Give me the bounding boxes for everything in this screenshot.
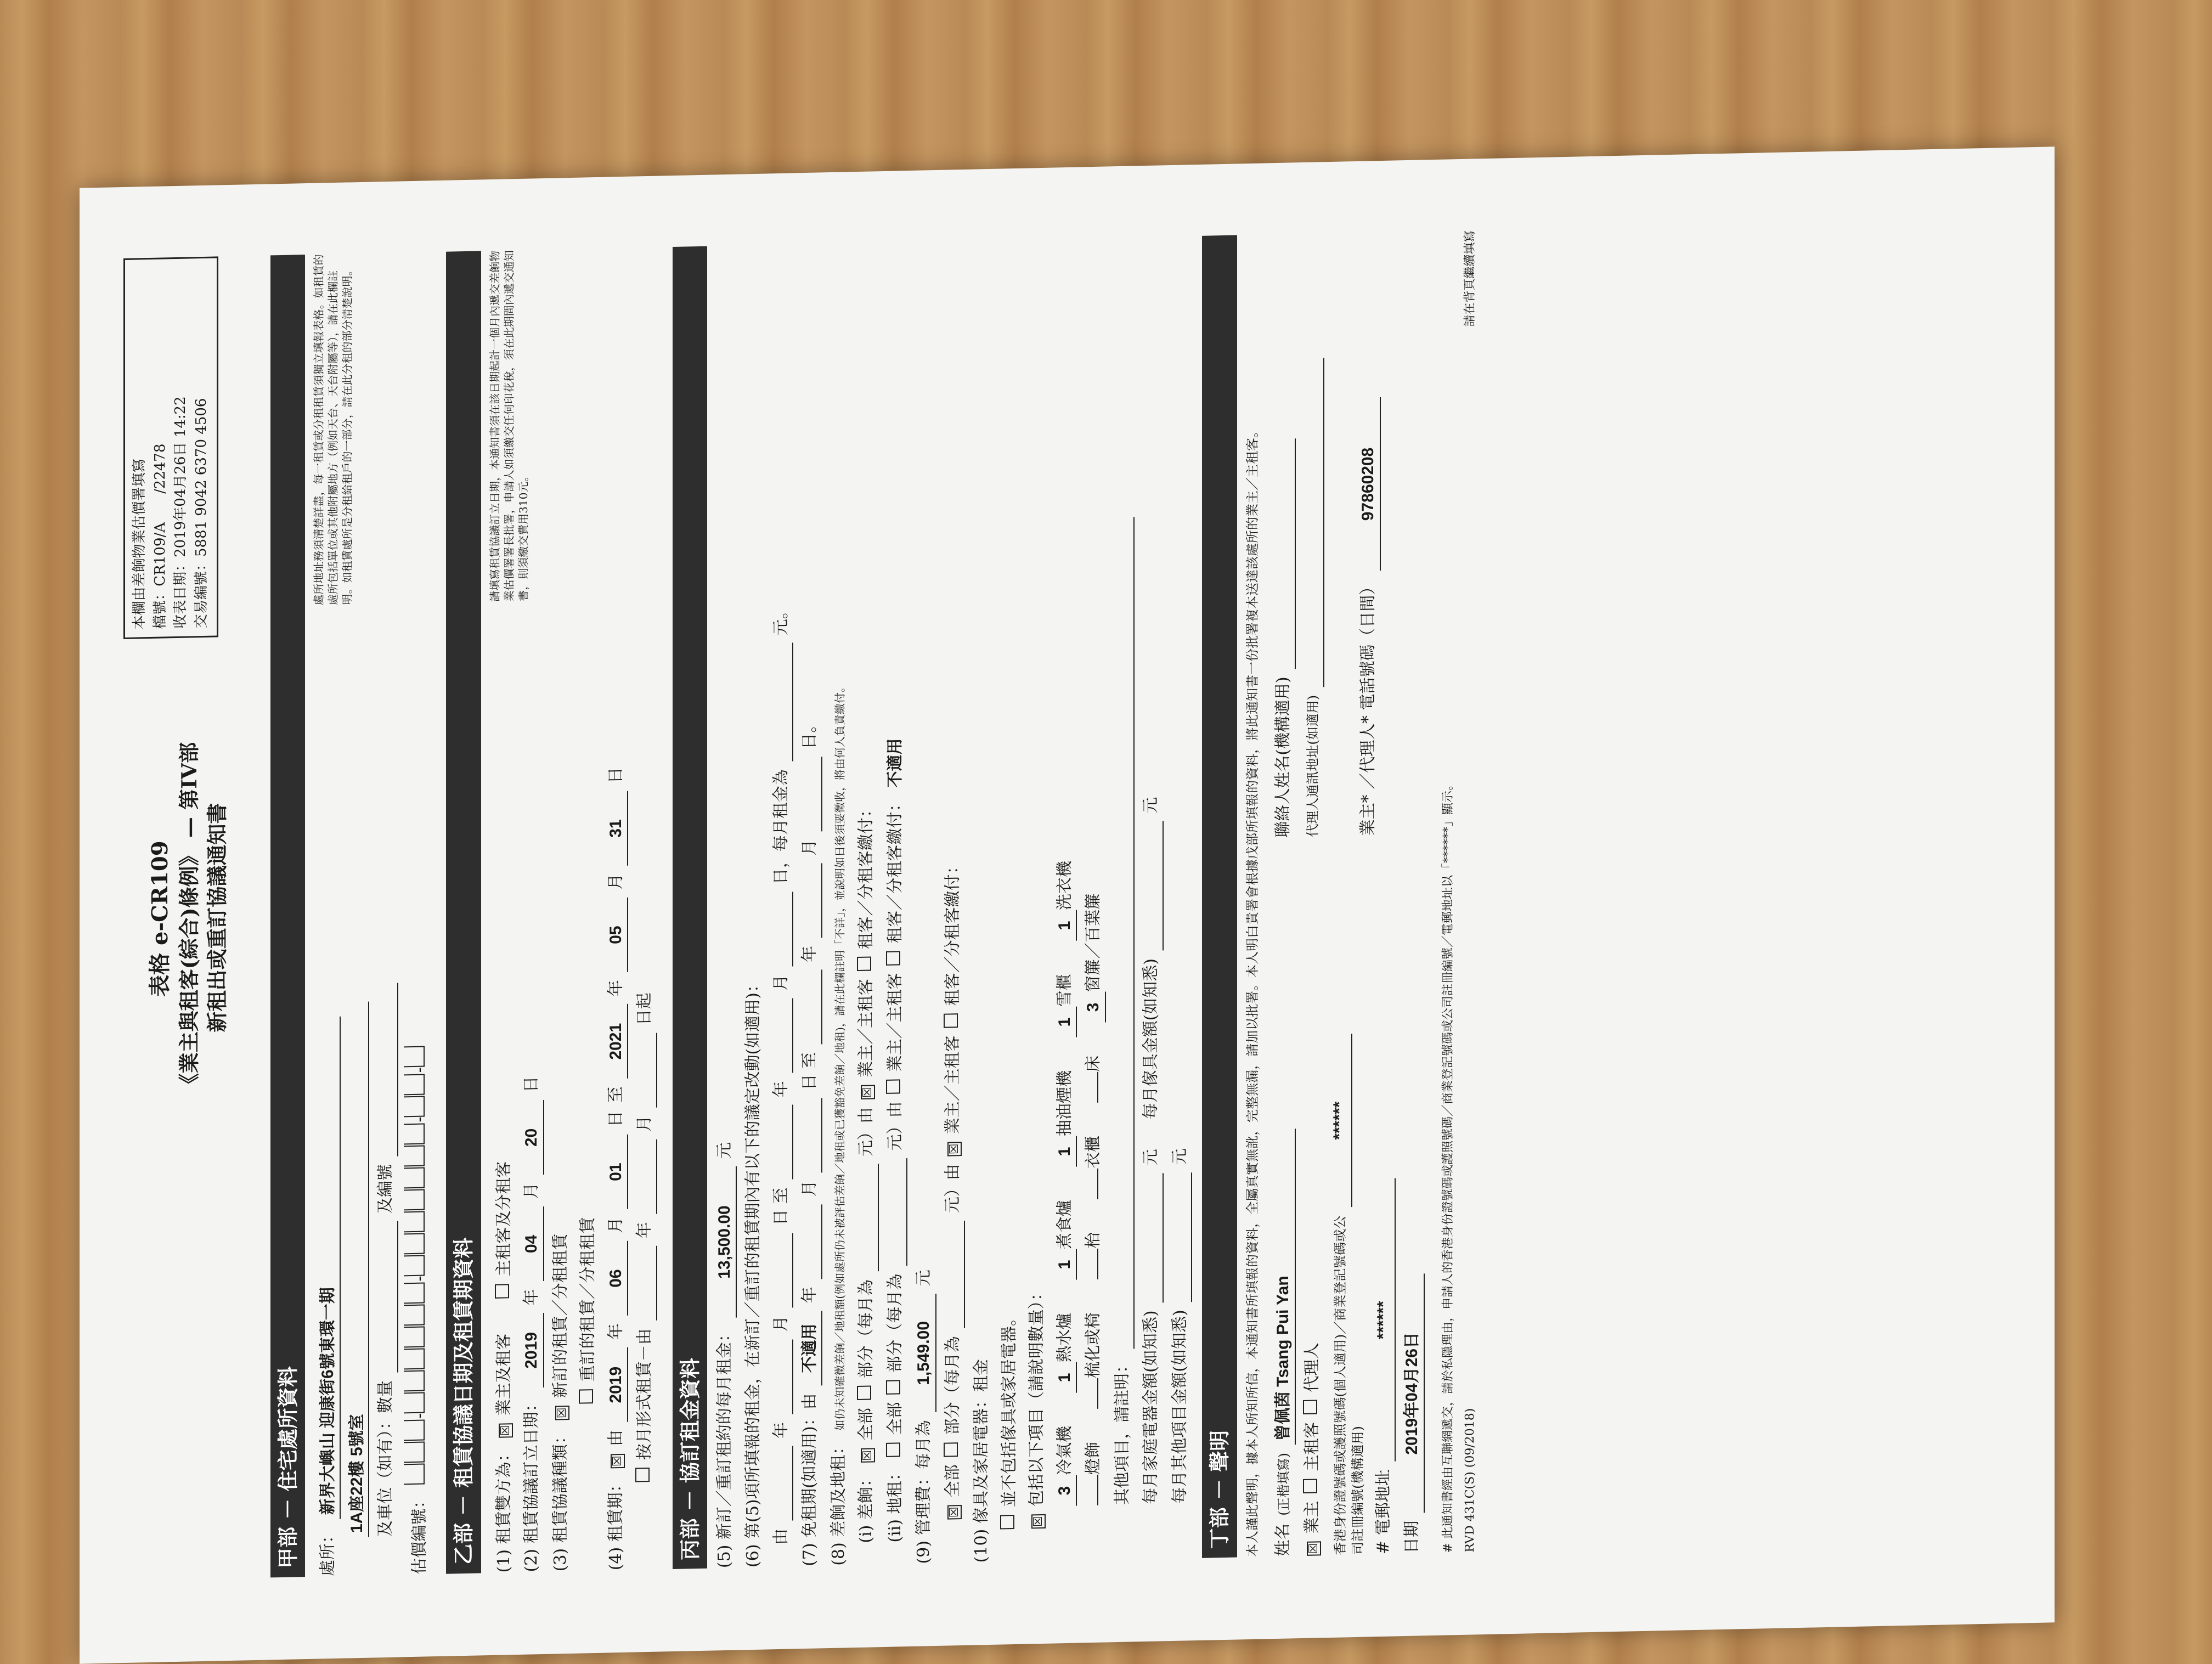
official-use-box	[123, 256, 218, 639]
q8ii-tail: 元）由	[885, 1101, 905, 1151]
item-qty: 1	[1054, 1362, 1077, 1394]
q9-label: (9) 管理費：每月為	[914, 1420, 934, 1564]
id-label: 香港身份證號碼或護照號碼(個人適用)／商業登記號碼或公司註冊編號(機構適用)	[1333, 1215, 1366, 1555]
email-label: # 電郵地址	[1373, 1469, 1393, 1555]
parking-no-label: 及編號	[376, 1164, 396, 1214]
q9-value: 1,549.00	[913, 1294, 936, 1413]
contact-label: 聯絡人姓名(機構適用)	[1273, 676, 1293, 838]
item-name: 衣櫃	[1084, 1135, 1103, 1169]
item-name: 煮食爐	[1054, 1199, 1074, 1250]
q8-label: (8) 差餉及地租：	[828, 1438, 848, 1566]
q8i-opt2: 部分（每月為	[856, 1279, 876, 1379]
q4-alt-year	[634, 1246, 657, 1321]
q8ii-payer-1-checkbox[interactable]	[886, 1079, 900, 1094]
q10-checkbox-include[interactable]: ☒	[1031, 1514, 1046, 1529]
q8i-payer-1-checkbox[interactable]: ☒	[861, 1085, 875, 1100]
q3-opt2: 重訂的租賃／分租租賃	[578, 1216, 598, 1382]
q5-unit: 元	[714, 1142, 734, 1159]
q10-checkbox-none[interactable]	[1000, 1515, 1014, 1530]
item-name: 冷氣機	[1054, 1425, 1074, 1476]
section-bar-part-b: 乙部 － 租賃協議日期及租賃期資料	[446, 251, 481, 1573]
address-line-1: 新界大嶼山 迎康街6號東環一期	[317, 1017, 341, 1520]
phone-value: 97860208	[1357, 397, 1381, 571]
item-qty	[1097, 1169, 1098, 1199]
q5-rent: 13,500.00	[714, 1166, 737, 1318]
item-qty: 1	[1054, 1007, 1077, 1038]
q4-alt-day	[634, 1033, 657, 1108]
form-code: 表格 e-CR109	[147, 840, 173, 997]
q1-opt1: 業主及租客	[494, 1333, 514, 1416]
part-b-note: 請填寫租賃協議訂立日期，本通知書須在該日期起計一個月內遞交差餉物業估價署署長批署，申請人如須繳交任何印花稅，須在此期間內遞交通知書，則須繳交費用310元。	[488, 250, 530, 602]
parking-no-field	[375, 983, 398, 1157]
q9-checkbox-part[interactable]	[944, 1442, 958, 1457]
q4-checkbox-2[interactable]	[635, 1468, 650, 1482]
other-items-label: 其他項目，請註明：	[1112, 1356, 1132, 1505]
q9-unit: 元	[914, 1270, 934, 1287]
q8i-payer-1: 業主／主租客	[856, 978, 876, 1078]
declaration-text: 本人謹此聲明，據本人所知所信，本通知書所填報的資料，全屬真實無訛，完整無漏，請加以批署。本人明白貴署會根據戊部所填報的資料，將此通知書一份批署複本送達該處所的業主／主租客。	[1244, 424, 1260, 1558]
currency: 元	[1141, 797, 1161, 814]
q9-payer-2: 租客／分租客繳付：	[943, 858, 962, 1006]
q2-month: 04	[521, 1206, 544, 1282]
q8ii-payer-2-checkbox[interactable]	[886, 951, 900, 966]
q8-note: 如仍未知確徵差餉／地租額(例如處所仍未被評估差餉／地租或已獲豁免差餉／地租)，請在此欄註明「不詳」，並說明如日後須要徵收，將由何人負責繳付。	[833, 681, 847, 1431]
q8ii-label: (ii) 地租：	[885, 1464, 905, 1543]
id-value: ******	[1329, 1034, 1352, 1208]
q9-payer-1-checkbox[interactable]: ☒	[947, 1142, 962, 1157]
q2-day: 20	[521, 1100, 544, 1175]
role-tenant-checkbox[interactable]	[1303, 1479, 1317, 1493]
q8ii-value: 不適用	[885, 738, 904, 788]
q8i-opt1: 全部	[856, 1407, 876, 1441]
q9-opt2: 部分（每月為	[943, 1336, 962, 1435]
q9-opt1: 全部	[943, 1464, 962, 1498]
q7-label: (7) 免租期(如適用)：由	[800, 1393, 820, 1567]
date-label: 日期	[1402, 1520, 1422, 1554]
q8i-label: (i) 差餉：	[856, 1470, 876, 1544]
q3-checkbox-2[interactable]	[579, 1389, 593, 1404]
item-qty: 3	[1082, 992, 1106, 1023]
form-title: 《業主與租客(綜合)條例》 — 第IV部	[177, 742, 201, 1095]
item-qty: 1	[1054, 1136, 1077, 1167]
address-line-2: 1A座22樓 5號室	[346, 1002, 370, 1538]
q1-label: (1) 租賃雙方為：	[494, 1445, 514, 1573]
q4-checkbox-1[interactable]: ☒	[611, 1454, 625, 1469]
section-bar-part-d: 丁部 － 聲明	[1202, 235, 1237, 1558]
q9-payer-1: 業主／主租客	[943, 1035, 962, 1135]
q8i-payer-2-checkbox[interactable]	[857, 957, 871, 972]
name-note: (正楷填寫)	[1276, 1452, 1292, 1516]
q4-alt-suffix: 日起	[635, 992, 654, 1026]
name-label: 姓名	[1273, 1523, 1293, 1557]
q8i-tail: 元）由	[856, 1107, 876, 1157]
q8i-checkbox-part[interactable]	[857, 1386, 871, 1401]
q2-label: (2) 租賃協議訂立日期：	[522, 1395, 541, 1572]
q8ii-opt1: 全部	[885, 1402, 905, 1435]
furniture-amount-label: 每月傢具金額(如知悉)	[1141, 958, 1161, 1120]
q3-label: (3) 租賃協議種類：	[550, 1427, 570, 1572]
q8ii-checkbox-part[interactable]	[886, 1380, 900, 1395]
item-qty: 1	[1054, 1249, 1077, 1281]
q8i-checkbox-all[interactable]: ☒	[861, 1448, 875, 1463]
q10-label: (10) 傢具及家居電器：租金	[972, 1358, 991, 1563]
item-name: 梳化或椅	[1084, 1312, 1103, 1379]
q9-tail: 元）由	[943, 1164, 962, 1214]
q6-label: (6) 第(5)項所填報的租金，在新訂／重訂的租賃期內有以下的議定改動(如適用)：	[743, 975, 763, 1568]
section-bar-part-c: 丙部 － 協訂租金資料	[673, 246, 707, 1569]
form-header	[131, 256, 261, 1580]
q4-to-year: 2021	[605, 1004, 629, 1079]
q5-label: (5) 新訂／重訂租約的每月租金：	[714, 1325, 734, 1569]
other-amount-label: 每月其他項目金額(如知悉)	[1170, 1309, 1189, 1504]
item-name: 雪櫃	[1054, 973, 1074, 1007]
q7-tail: 日。	[800, 716, 820, 750]
q4-alt: 按月形式租賃－由	[635, 1328, 654, 1460]
form-code-footer: RVD 431C(S) (09/2018)	[1463, 1408, 1477, 1553]
q8ii-checkbox-all[interactable]	[886, 1442, 900, 1457]
role-agent-checkbox[interactable]	[1303, 1400, 1317, 1414]
item-qty	[1097, 1378, 1098, 1409]
section-bar-part-a: 甲部 － 住宅處所資料	[270, 255, 305, 1577]
item-qty: 3	[1054, 1475, 1077, 1507]
q3-checkbox-1[interactable]: ☒	[555, 1406, 569, 1420]
item-name: 床	[1084, 1055, 1103, 1073]
role-agent: 代理人	[1302, 1343, 1322, 1393]
q3-opt1: 新訂的租賃／分租租賃	[550, 1233, 570, 1398]
name-value: 曾佩茵 Tsang Pui Yan	[1272, 1129, 1296, 1446]
item-name: 洗衣機	[1054, 860, 1074, 911]
q2-year: 2019	[521, 1313, 544, 1388]
q4-label: (4) 租賃期：	[606, 1475, 625, 1571]
q1-checkbox-1[interactable]: ☒	[499, 1423, 513, 1438]
q4-from-year: 2019	[605, 1347, 629, 1423]
q4-to-month: 05	[605, 898, 629, 973]
parking-label: 及車位（如有）：數量	[376, 1380, 396, 1537]
form-subtitle: 新租出或重訂協議通知書	[205, 802, 230, 1033]
role-tenant: 主租客	[1302, 1422, 1322, 1472]
q10-opt2: 包括以下項目（請說明數量）：	[1027, 1284, 1047, 1507]
parking-qty-field	[375, 1221, 398, 1373]
q6-tail: 日，每月租金為	[771, 769, 791, 885]
item-name: 枱	[1084, 1232, 1103, 1249]
appliance-amount-label: 每月家庭電器金額(如知悉)	[1141, 1310, 1161, 1505]
item-name: 熱水爐	[1054, 1312, 1074, 1363]
q8ii-payer-2: 租客／分租客繳付：	[885, 795, 905, 944]
email-value: ******	[1373, 1178, 1396, 1462]
q4-alt-month	[634, 1140, 657, 1215]
agent-address-label: 代理人通訊地址(如適用)	[1305, 695, 1321, 837]
currency: 元	[1141, 1149, 1161, 1166]
phone-label: 業主* ／代理人* 電話號碼（日間）	[1358, 578, 1378, 836]
role-owner-checkbox[interactable]: ☒	[1307, 1541, 1321, 1556]
items-row-2	[1082, 238, 1106, 1561]
q9-payer-2-checkbox[interactable]	[944, 1013, 958, 1028]
date-value: 2019年04月26日	[1401, 1273, 1425, 1513]
items-row-1	[1054, 239, 1077, 1561]
item-qty	[1097, 1475, 1098, 1505]
file-number: 檔號：CR109/A /22478	[151, 443, 168, 629]
assessment-label: 估價編號：	[409, 1492, 429, 1575]
rental-notice-form: 表格 e-CR109 《業主與租客(綜合)條例》 — 第IV部 新租出或重訂協議通知書 本欄由差餉物業估價署填寫 檔號：CR109/A /22478 收表日期：2019年04月26日 14:22 交易編號：5881 9042 6370 4506 甲部 － 住宅處所資料 處所： 新界大嶼山 迎康街6號東環一期 1A座22樓 5號室 及車位（如有）：數量 及編號 估價編號： ---- 處所地址務須清楚詳盡，每一租賃或分租租賃須獨立填報表格。如租賃的處所包括單位或其他附屬地方（例如天台、天台附屬等），請在此欄註明。如租賃處所是分租給租戶的一部分，請在此分租的部分清楚說明。 乙部 － 租賃協議日期及租賃期資料 (1) 租賃雙方為： ☒ 業主及租客 主租客及分租客 (2) 租賃協議訂立日期： 2019 年 04 月 20 日 (3) 租賃協議種類： ☒ 新訂的租賃／分租租賃 重訂的租賃／分租租賃 (4) 租賃期： ☒ 由 2019 年 06 月 01 日 至 2021 年 05 月 31 日 按月形式租賃－由 年 月 日起 請填寫租賃協議訂立日期，本通知書須在該日期起計一個月內遞交差餉物業估價署署長批署，申請人如須繳交任何印花稅，須在此期間內遞交通知書，則須繳交費用310元。 丙部 － 協訂租金資料 (5) 新訂／重訂租約的每月租金： 13,500.00 元 (6) 第(5)項所填報的租金，在新訂／重訂的租賃期內有以下的議定改動(如適用)： 由 年 月 日 至 年 月 日，每月租金為 元。 (7) 免租期(如適用)：由 不適用 年 月 日 至 年 月 日。 (8) 差餉及地租： 如仍未知確徵差餉／地租額(例如處所仍未被評估差餉／地租或已獲豁免差餉／地租)，請在此欄註明「不詳」，並說明如日後須要徵收，將由何人負責繳付。 (i) 差餉： ☒ 全部 部分（每月為 元）由 ☒ 業主／主租客 租客／分租客繳付： (ii) 地租： 全部 部分（每月為 元）由 業主／主租客 租客／分租客繳付： 不適用 (9) 管理費：每月為 1,549.00 元 ☒ 全部 部分（每月為 元）由 ☒ 業主／主租客 租客／分租客繳付： (10) 傢具及家居電器：租金 並不包括傢具或家居電器。 ☒ 包括以下項目（請說明數量）： 3冷氣機 1熱水爐 1煮食爐 1抽油煙機 1雪櫃 1洗衣機 燈飾 梳化或椅 枱 衣櫃 床 3窗簾／百葉簾 其他項目，請註明： 每月家庭電器金額(如知悉) 元 每月傢具金額(如知悉) 元 每月其他項目金額(如知悉) 元 丁部 － 聲明 本人謹此聲明，據本人所知所信，本通知書所填報的資料，全屬真實無訛，完整無漏，請加以批署。本人明白貴署會根據戊部所填報的資料，將此通知書一份批署複本送達該處所的業主／主租客。 姓名 (正楷填寫) 曾佩茵 Tsang Pui Yan ☒ 業主 主租客 代理人 香港身份證號碼或護照號碼(個人適用)／商業登記號碼或公司註冊編號(機構適用) ****** # 電郵地址 ****** 日期 2019年04月26日 聯絡人姓名(機構適用) 代理人通訊地址(如適用) 業主* ／代理人* 電話號碼（日間） 97860208 # 此通知書經由互聯網遞交，請於私隱理由，申請人的香港身份證號碼或護照號碼／商業登記號碼或公司註冊編號／電郵地址以「******」顯示。 RVD 431C(S) (09/2018) 請在背頁繼續填寫	[80, 146, 2055, 1663]
part-a-note: 處所地址務須清楚詳盡，每一租賃或分租租賃須獨立填報表格。如租賃的處所包括單位或其他附屬地方（例如天台、天台附屬等），請在此欄註明。如租賃處所是分租給租戶的一部分，請在此分租的部分清楚說明。	[312, 254, 354, 606]
footnote: # 此通知書經由互聯網遞交，請於私隱理由，申請人的香港身份證號碼或護照號碼／商業登記號碼或公司註冊編號／電郵地址以「******」顯示。	[1441, 778, 1455, 1553]
q1-opt2: 主租客及分租客	[494, 1161, 514, 1277]
received-date: 收表日期：2019年04月26日 14:22	[172, 396, 189, 629]
currency: 元	[1170, 1148, 1189, 1165]
official-heading: 本欄由差餉物業估價署填寫	[131, 458, 148, 630]
q4-to-day: 31	[605, 791, 629, 866]
q4-from: 由	[606, 1429, 625, 1447]
q8i-payer-2: 租客／分租客繳付：	[856, 800, 876, 950]
item-qty: 1	[1054, 910, 1077, 941]
q8ii-payer-1: 業主／主租客	[885, 973, 905, 1072]
continue-note: 請在背頁繼續填寫	[1463, 230, 1477, 327]
address-label: 處所：	[318, 1526, 338, 1577]
item-qty	[1097, 1249, 1098, 1279]
q4-from-month: 06	[605, 1241, 629, 1316]
role-owner: 業主	[1302, 1501, 1322, 1535]
item-name: 抽油煙機	[1054, 1070, 1074, 1137]
q9-checkbox-all[interactable]: ☒	[947, 1505, 962, 1520]
q7-value: 不適用	[799, 1311, 822, 1386]
q1-checkbox-2[interactable]	[495, 1284, 509, 1299]
q10-opt1: 並不包括傢具或家居電器。	[999, 1309, 1019, 1508]
q4-from-day: 01	[605, 1135, 629, 1210]
q4-to: 至	[606, 1086, 625, 1103]
item-qty	[1097, 1072, 1098, 1103]
item-name: 窗簾／百葉簾	[1084, 893, 1103, 992]
q8ii-opt2: 部分（每月為	[885, 1273, 905, 1373]
item-name: 燈飾	[1084, 1441, 1103, 1475]
transaction-number: 交易編號：5881 9042 6370 4506	[193, 398, 210, 629]
assessment-boxes: ----	[404, 1045, 431, 1485]
